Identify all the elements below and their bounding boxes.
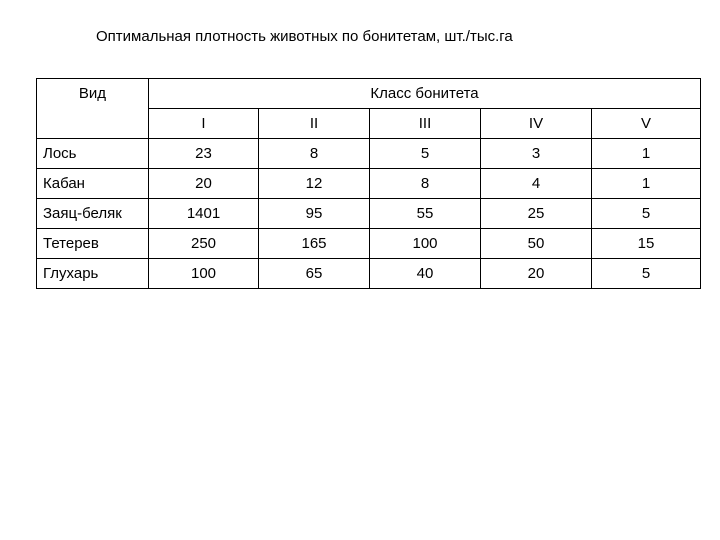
table-row <box>37 199 701 229</box>
table-cell: 65 <box>259 259 370 289</box>
column-header-class-1: I <box>149 109 259 139</box>
table-cell: 15 <box>592 229 701 259</box>
table-cell: 8 <box>370 169 481 199</box>
table-cell: 1 <box>592 169 701 199</box>
column-header-class: Класс бонитета <box>149 79 701 109</box>
column-header-class-4: IV <box>481 109 592 139</box>
species-name: Лось <box>37 139 149 169</box>
species-name: Тетерев <box>37 229 149 259</box>
species-name: Кабан <box>37 169 149 199</box>
species-name: Заяц-беляк <box>37 199 149 229</box>
table-cell: 100 <box>149 259 259 289</box>
table-cell: 55 <box>370 199 481 229</box>
table-cell: 1401 <box>149 199 259 229</box>
column-header-class-3: III <box>370 109 481 139</box>
table-cell: 100 <box>370 229 481 259</box>
table-cell: 40 <box>370 259 481 289</box>
species-name: Глухарь <box>37 259 149 289</box>
bonitet-table <box>36 78 701 289</box>
table-cell: 8 <box>259 139 370 169</box>
table-cell: 5 <box>370 139 481 169</box>
table-cell: 5 <box>592 199 701 229</box>
table-cell: 23 <box>149 139 259 169</box>
table-cell: 165 <box>259 229 370 259</box>
table-row <box>37 259 701 289</box>
column-header-class-5: V <box>592 109 701 139</box>
table-cell: 95 <box>259 199 370 229</box>
table-header-row <box>37 79 701 109</box>
table-cell: 50 <box>481 229 592 259</box>
page-title: Оптимальная плотность животных по бонитетам, шт./тыс.га <box>96 28 513 45</box>
table-cell: 20 <box>481 259 592 289</box>
column-header-species: Вид <box>37 79 149 139</box>
table-row <box>37 139 701 169</box>
table-cell: 12 <box>259 169 370 199</box>
table-row <box>37 169 701 199</box>
column-header-class-2: II <box>259 109 370 139</box>
table-cell: 4 <box>481 169 592 199</box>
table-cell: 250 <box>149 229 259 259</box>
table-cell: 25 <box>481 199 592 229</box>
table-cell: 1 <box>592 139 701 169</box>
table-cell: 20 <box>149 169 259 199</box>
table-cell: 5 <box>592 259 701 289</box>
table-cell: 3 <box>481 139 592 169</box>
table-row <box>37 229 701 259</box>
